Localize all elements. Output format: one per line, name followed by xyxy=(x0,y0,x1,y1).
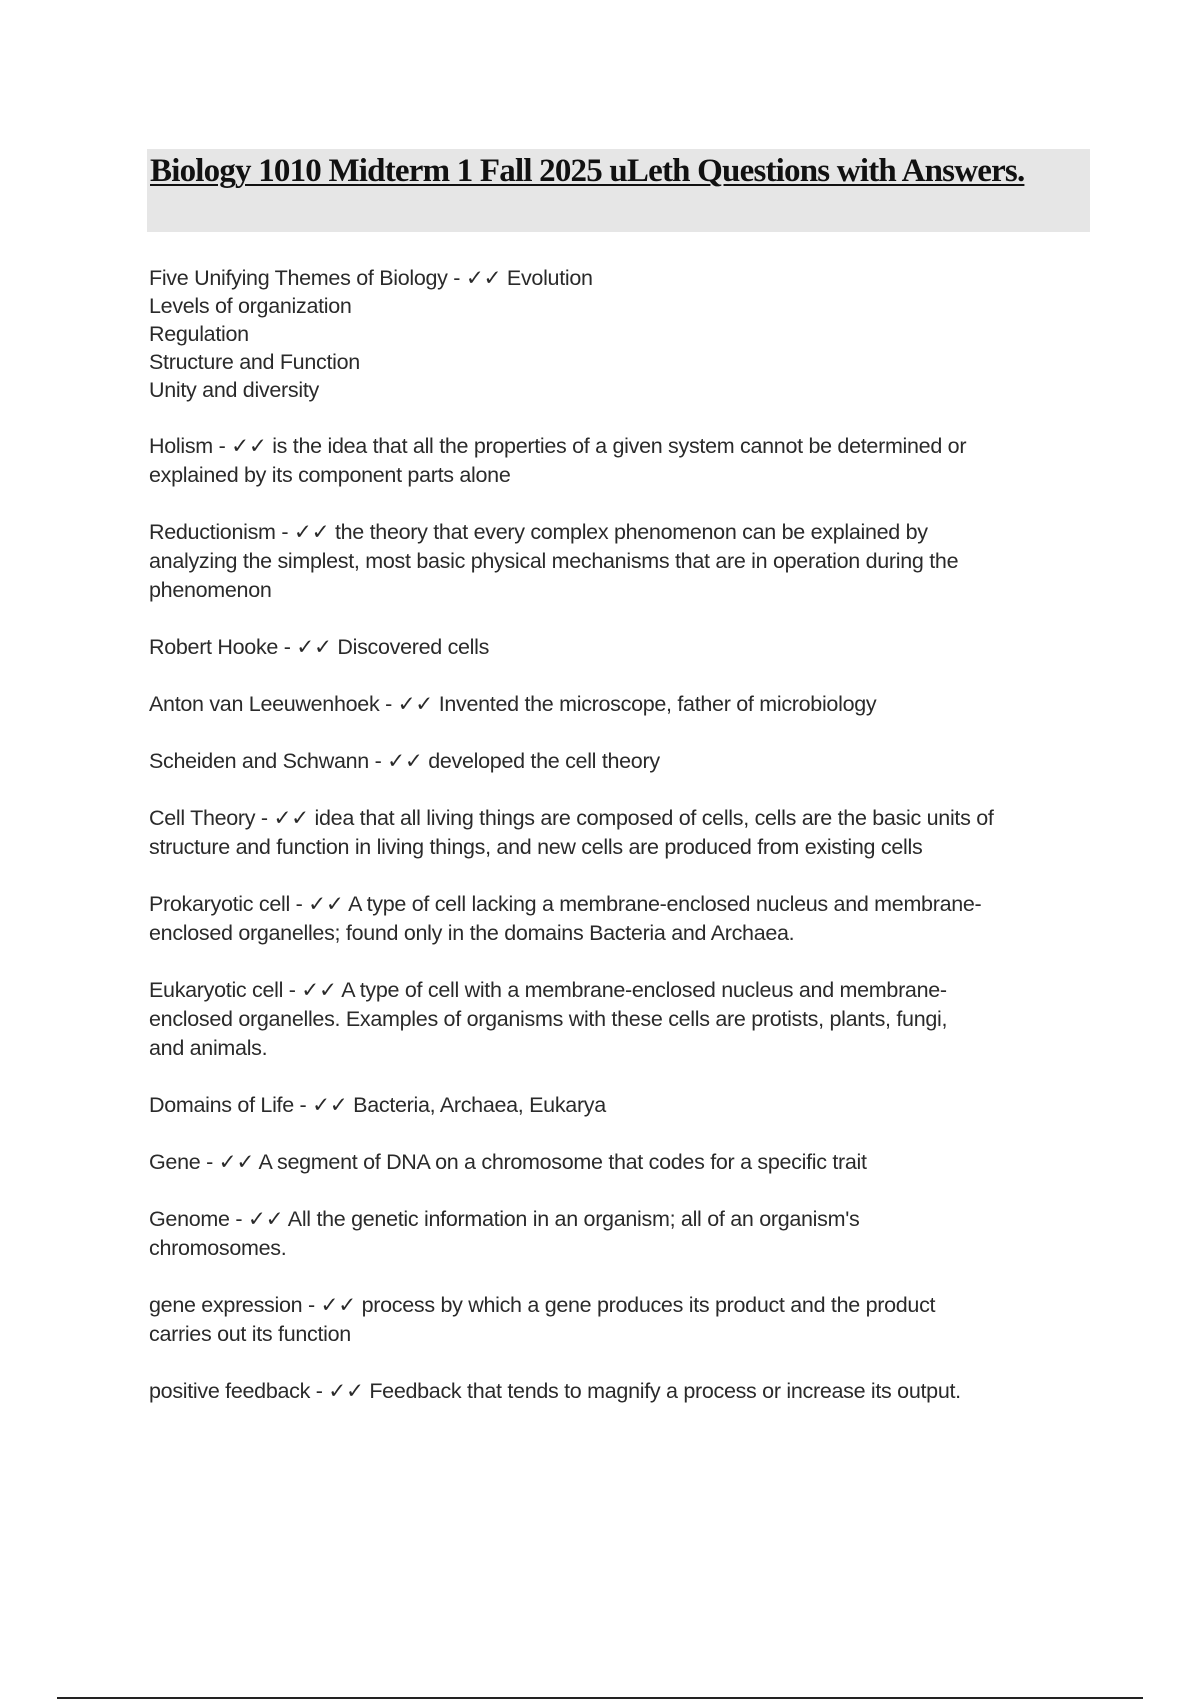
qa-entry xyxy=(149,747,1094,776)
entry-line: analyzing the simplest, most basic physical mechanisms that are in operation during the xyxy=(149,549,959,573)
entry-line: structure and function in living things, and new cells are produced from existing cells xyxy=(149,835,923,859)
entry-line: Unity and diversity xyxy=(149,378,319,402)
entry-line: Domains of Life - ✓✓ Bacteria, Archaea, Eukarya xyxy=(149,1093,606,1117)
entry-line: positive feedback - ✓✓ Feedback that tends to magnify a process or increase its output. xyxy=(149,1379,961,1403)
entry-line: enclosed organelles; found only in the domains Bacteria and Archaea. xyxy=(149,921,795,945)
qa-entry xyxy=(149,890,1094,948)
qa-entry xyxy=(149,690,1094,719)
entry-line: and animals. xyxy=(149,1036,268,1060)
entry-line: Genome - ✓✓ All the genetic information in an organism; all of an organism's xyxy=(149,1207,860,1231)
qa-entry xyxy=(149,1148,1094,1177)
qa-entry xyxy=(149,264,1094,404)
qa-entry xyxy=(149,1377,1094,1406)
entry-line: enclosed organelles. Examples of organisms with these cells are protists, plants, fungi, xyxy=(149,1007,948,1031)
qa-entry xyxy=(149,633,1094,662)
entry-line: Scheiden and Schwann - ✓✓ developed the cell theory xyxy=(149,749,660,773)
footer-divider xyxy=(57,1697,1143,1699)
qa-entry xyxy=(149,804,1094,862)
entry-line: Reductionism - ✓✓ the theory that every complex phenomenon can be explained by xyxy=(149,520,928,544)
entry-line: Holism - ✓✓ is the idea that all the properties of a given system cannot be determined or xyxy=(149,434,967,458)
document-title: Biology 1010 Midterm 1 Fall 2025 uLeth Questions with Answers. xyxy=(150,153,1025,189)
entry-line: Robert Hooke - ✓✓ Discovered cells xyxy=(149,635,490,659)
entry-line: chromosomes. xyxy=(149,1236,287,1260)
entry-line: Cell Theory - ✓✓ idea that all living things are composed of cells, cells are the basic units of xyxy=(149,806,994,830)
entry-line: explained by its component parts alone xyxy=(149,463,511,487)
qa-entry xyxy=(149,1091,1094,1120)
entry-line: Anton van Leeuwenhoek - ✓✓ Invented the microscope, father of microbiology xyxy=(149,692,877,716)
qa-entry xyxy=(149,976,1094,1063)
qa-entry xyxy=(149,1205,1094,1263)
qa-list xyxy=(149,264,1094,1434)
qa-entry xyxy=(149,1291,1094,1349)
entry-line: Levels of organization xyxy=(149,294,352,318)
entry-line: Regulation xyxy=(149,322,249,346)
entry-line: Structure and Function xyxy=(149,350,360,374)
entry-line: Five Unifying Themes of Biology - ✓✓ Evolution xyxy=(149,266,593,290)
entry-line: Eukaryotic cell - ✓✓ A type of cell with a membrane-enclosed nucleus and membrane- xyxy=(149,978,947,1002)
entry-line: Prokaryotic cell - ✓✓ A type of cell lacking a membrane-enclosed nucleus and membrane- xyxy=(149,892,982,916)
entry-line: carries out its function xyxy=(149,1322,351,1346)
entry-line: Gene - ✓✓ A segment of DNA on a chromosome that codes for a specific trait xyxy=(149,1150,867,1174)
qa-entry xyxy=(149,518,1094,605)
entry-line: gene expression - ✓✓ process by which a gene produces its product and the product xyxy=(149,1293,936,1317)
qa-entry xyxy=(149,432,1094,490)
entry-line: phenomenon xyxy=(149,578,272,602)
